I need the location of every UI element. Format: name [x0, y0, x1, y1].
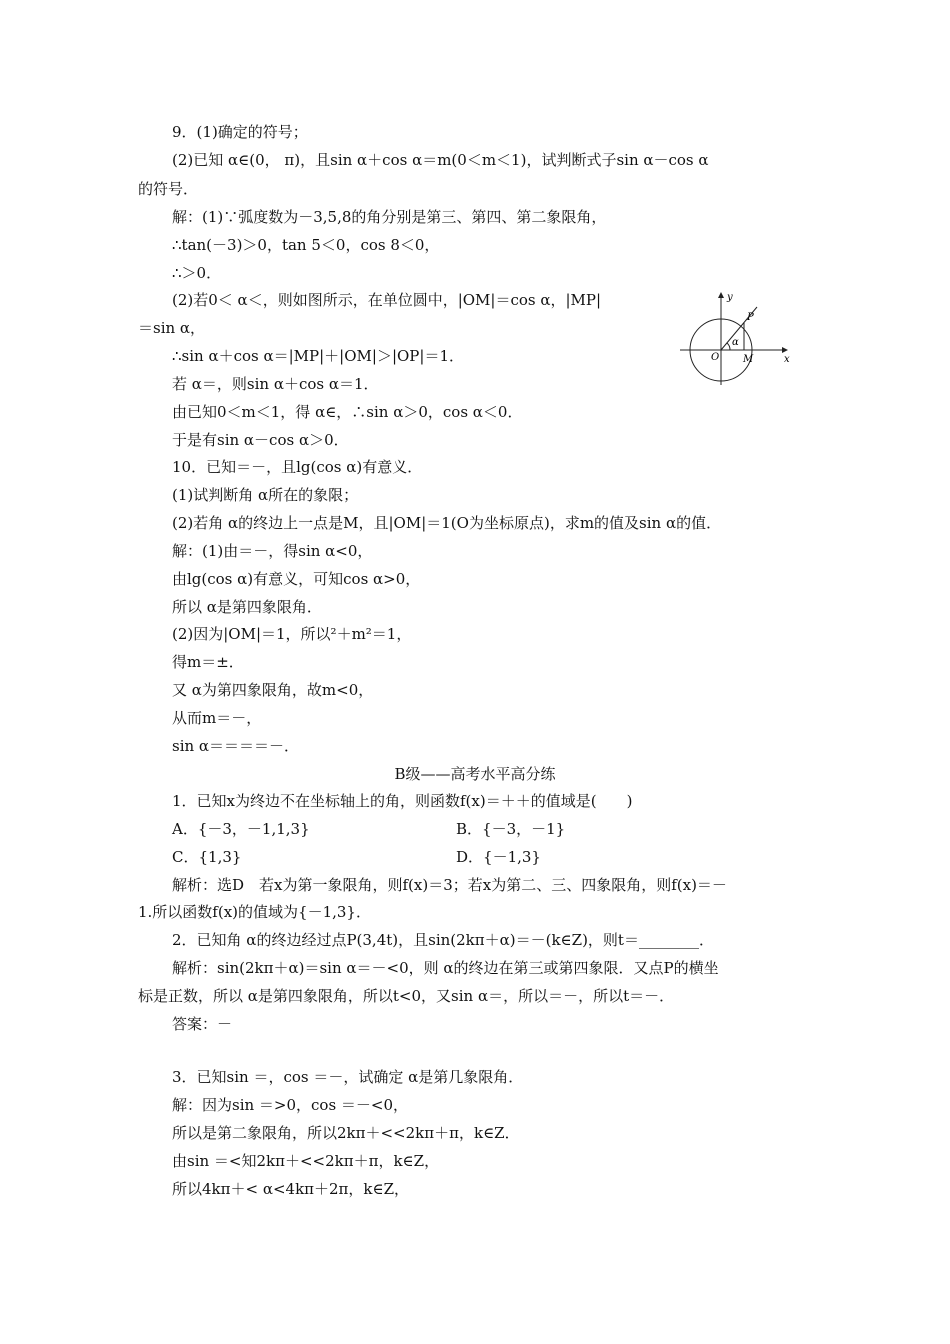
y-arrow	[718, 292, 724, 298]
option-c: C．{1,3}	[172, 848, 242, 866]
text-line: 由lg(cos α)有意义，可知cos α>0，	[172, 570, 421, 588]
question-stem: 2．已知角 α的终边经过点P(3,4t)，且sin(2kπ＋α)＝－(k∈Z)，则t＝________．	[172, 931, 714, 949]
label-o: O	[711, 352, 720, 363]
text-line: (1)试判断角 α所在的象限；	[172, 486, 359, 504]
text-line: 9．(1)确定的符号；	[172, 123, 308, 141]
label-y: y	[727, 292, 733, 303]
analysis-line: 标是正数，所以 α是第四象限角，所以t<0，又sin α＝，所以＝－，所以t＝－．	[138, 987, 675, 1005]
text-line: 的符号．	[138, 180, 199, 198]
text-line: sin α＝＝＝＝－．	[172, 737, 300, 755]
text-line: 于是有sin α－cos α＞0．	[172, 431, 349, 449]
text-line: ∴sin α＋cos α＝|MP|＋|OM|＞|OP|＝1．	[172, 347, 464, 365]
text-line: 由已知0＜m＜1，得 α∈，∴sin α＞0，cos α＜0．	[172, 403, 523, 421]
option-b: B．{－3，－1}	[456, 820, 566, 838]
text-line: (2)若角 α的终边上一点是M，且|OM|＝1(O为坐标原点)，求m的值及sin α的值．	[172, 514, 722, 532]
text-line: ∴＞0．	[172, 264, 222, 282]
analysis-line: 解析：sin(2kπ＋α)＝sin α＝－<0，则 α的终边在第三或第四象限．又点P的横坐	[172, 959, 719, 977]
question-stem: 3．已知sin ＝，cos ＝－，试确定 α是第几象限角．	[172, 1068, 524, 1086]
text-line: 解：(1)由＝－，得sin α<0，	[172, 542, 373, 560]
question-stem: 1．已知x为终边不在坐标轴上的角，则函数f(x)＝＋＋的值域是( )	[172, 792, 633, 810]
text-line: 解：因为sin ＝>0，cos ＝－<0，	[172, 1096, 409, 1114]
text-line: 又 α为第四象限角，故m<0，	[172, 681, 374, 699]
text-line: (2)已知 α∈(0， π)，且sin α＋cos α＝m(0＜m＜1)，试判断式子sin α－cos α	[172, 151, 709, 169]
text-line: 由sin ＝<知2kπ＋<<2kπ＋π，k∈Z，	[172, 1152, 440, 1170]
answer-line: 答案：－	[172, 1015, 233, 1033]
label-alpha: α	[732, 337, 739, 348]
text-line: (2)若0＜ α＜，则如图所示，在单位圆中，|OM|＝cos α，|MP|	[172, 291, 602, 309]
angle-arc	[727, 343, 730, 350]
section-title: B级——高考水平高分练	[394, 765, 556, 783]
analysis-line: 解析：选D 若x为第一象限角，则f(x)＝3；若x为第二、三、四象限角，则f(x)＝－	[172, 876, 727, 894]
option-a: A．{－3，－1,1,3}	[172, 820, 310, 838]
text-line: 所以4kπ＋< α<4kπ＋2π，k∈Z，	[172, 1180, 410, 1198]
text-line: 若 α＝，则sin α＋cos α＝1．	[172, 375, 379, 393]
label-x: x	[784, 354, 790, 365]
option-d: D．{－1,3}	[456, 848, 541, 866]
text-line: ∴tan(－3)＞0，tan 5＜0，cos 8＜0，	[172, 236, 440, 254]
x-arrow	[782, 347, 788, 353]
text-line: (2)因为|OM|＝1，所以²＋m²＝1，	[172, 625, 412, 643]
text-line: ＝sin α，	[138, 319, 206, 337]
label-p: P	[747, 312, 754, 323]
text-line: 从而m＝－，	[172, 709, 262, 727]
text-line: 所以是第二象限角，所以2kπ＋<<2kπ＋π，k∈Z．	[172, 1124, 520, 1142]
unit-circle-figure	[678, 290, 796, 390]
text-line: 10．已知＝－，且lg(cos α)有意义．	[172, 458, 423, 476]
text-line: 得m＝±．	[172, 653, 244, 671]
analysis-line: 1.所以函数f(x)的值域为{－1,3}．	[138, 903, 371, 921]
text-line: 所以 α是第四象限角．	[172, 598, 322, 616]
text-line: 解：(1)∵弧度数为－3,5,8的角分别是第三、第四、第二象限角，	[172, 208, 607, 226]
label-m: M	[743, 354, 754, 365]
